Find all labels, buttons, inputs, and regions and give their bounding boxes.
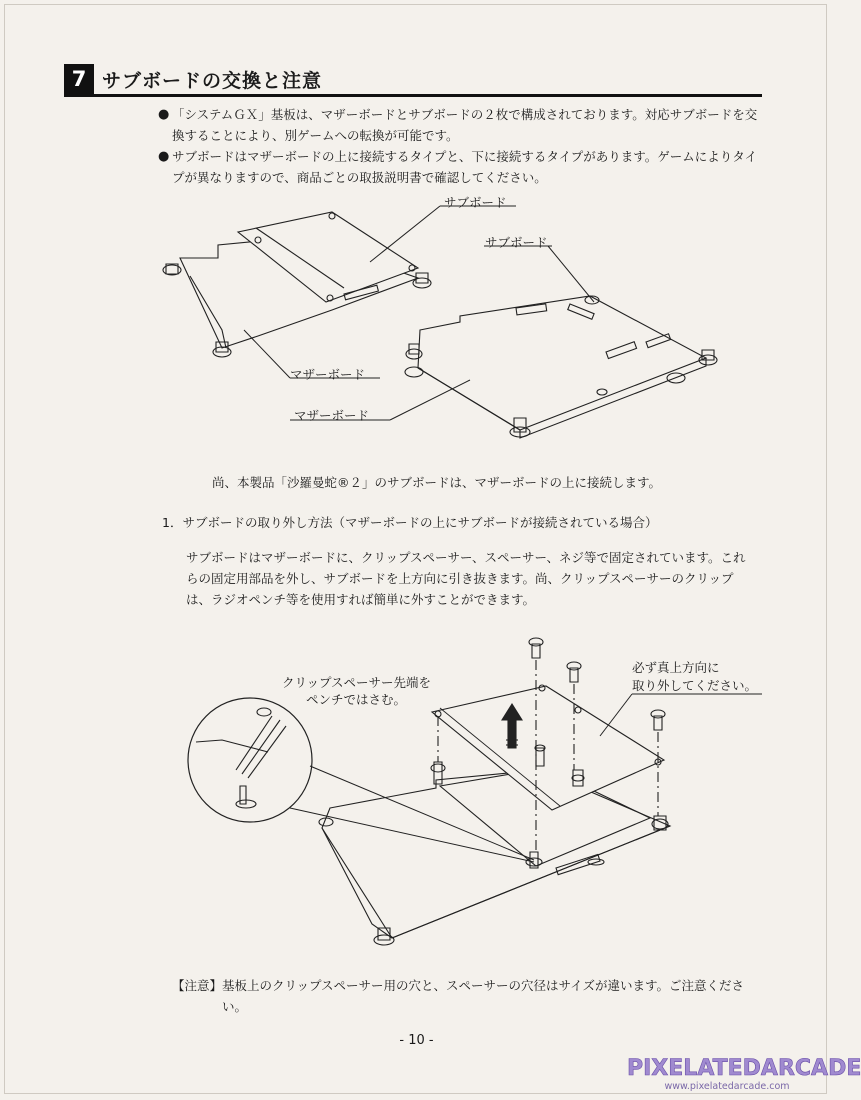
mother-board-label-left: マザーボード (290, 367, 366, 382)
watermark-brand: PIXELATEDARCADE (627, 1056, 861, 1081)
caution-tag: 【注意】 (172, 978, 223, 993)
watermark-url: www.pixelatedarcade.com (664, 1081, 790, 1092)
section-title: サブボードの交換と注意 (102, 70, 323, 92)
magnifier-circle (188, 698, 312, 822)
section-number: 7 (64, 64, 94, 94)
product-note: 尚、本製品「沙羅曼蛇®２」のサブボードは、マザーボードの上に接続します。 (212, 475, 662, 490)
callout-left-line1: クリップスペーサー先端を (282, 675, 432, 690)
bullet-text: 「システムＧＸ」基板は、マザーボードとサブボードの２枚で構成されております。対応サブボードを交換することにより、別ゲームへの転換が可能です。 (172, 107, 758, 143)
lifted-sub-board-shape (432, 686, 664, 810)
sub-board-label-left: サブボード (444, 195, 507, 210)
bullet-text: サブボードはマザーボードの上に接続するタイプと、下に接続するタイプがあります。ゲームによりタイプが異なりますので、商品ごとの取扱説明書で確認してください。 (172, 149, 758, 185)
mother-board-label-right: マザーボード (294, 408, 370, 423)
page-number: - 10 - (399, 1033, 434, 1048)
sub-board-label-right: サブボード (485, 235, 548, 250)
watermark (627, 1056, 861, 1093)
step1-text: サブボードはマザーボードに、クリップスペーサー、スペーサー、ネジ等で固定されています。これらの固定用部品を外し、サブボードを上方向に引き抜きます。尚、クリップスペーサーのクリップは、ラジオペンチ等を使用すれば簡単に外すことができます。 (186, 550, 746, 607)
callout-right-line2: 取り外してください。 (632, 678, 758, 693)
bullet-symbol: ● (158, 149, 170, 164)
step1-heading: 1．サブボードの取り外し方法（マザーボードの上にサブボードが接続されている場合） (162, 515, 658, 530)
callout-left-line2: ペンチではさむ。 (306, 692, 407, 707)
caution-text: 基板上のクリップスペーサー用の穴と、スペーサーの穴径はサイズが違います。ご注意ください。 (222, 978, 745, 1014)
callout-right-line1: 必ず真上方向に (632, 660, 720, 675)
bullet-symbol: ● (158, 107, 170, 122)
caution-note (172, 975, 752, 1017)
